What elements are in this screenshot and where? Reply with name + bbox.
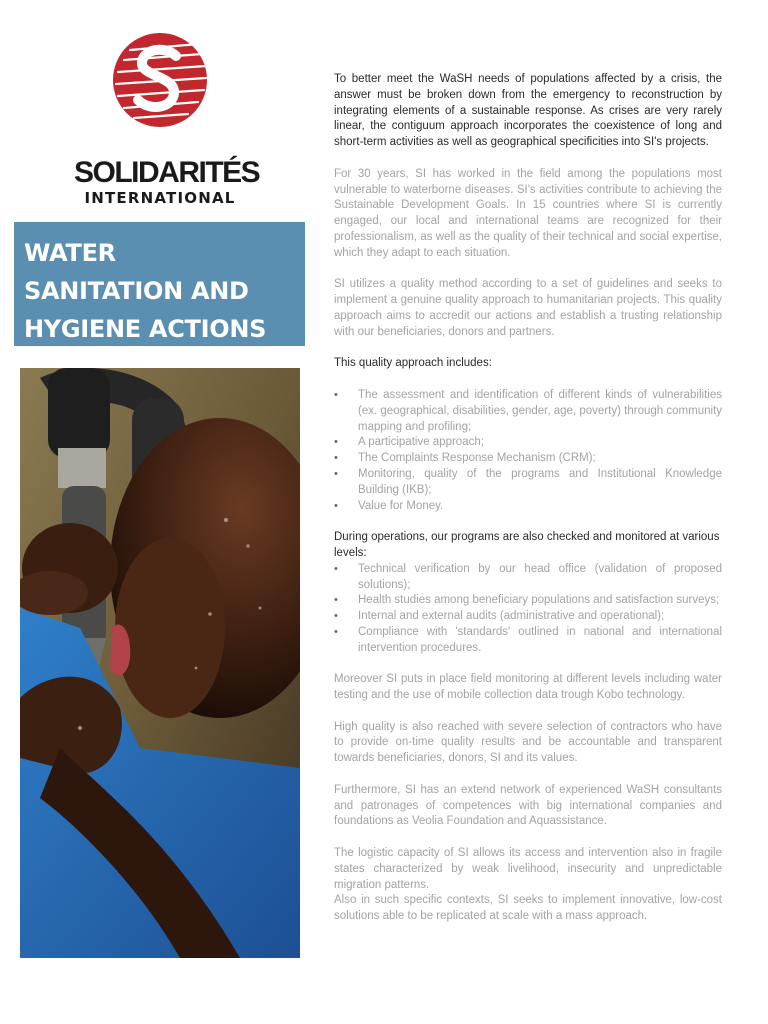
intro-paragraph: To better meet the WaSH needs of populations affected by a crisis, the answer must be broken down from the emergency to reconstruction by integrating elements of a sustainable response. As crises are very rarely linear, the contiguum approach incorporates the coexistence of long and short-term activities as well as geographical specificities into SI's projects. <box>334 73 722 149</box>
history-paragraph: For 30 years, SI has worked in the field among the populations most vulnerable to waterborne diseases. SI's activities contribute to achieving the Sustainable Development Goals. In 15 countries where SI is currently engaged, our local and international teams are recognized for their professionalism, as well as the quality of their technical and social expertise, which they adapt to each situation. <box>334 167 722 259</box>
logo-subtitle: INTERNATIONAL <box>84 189 236 207</box>
logo <box>74 30 260 207</box>
title-line: WATER <box>24 239 116 267</box>
field-monitoring-paragraph: Moreover SI puts in place field monitoring at different levels including water testing and the use of mobile collection data trough Kobo technology. <box>334 673 722 702</box>
operations-heading: During operations, our programs are also checked and monitored at various levels: <box>334 531 720 559</box>
list-item: • Health studies among beneficiary populations and satisfaction surveys; <box>334 593 722 609</box>
contractors-paragraph: High quality is also reached with severe selection of contractors who have to provide on-time quality results and be accountable and transparent towards beneficiaries, donors, SI and its values. <box>334 720 722 765</box>
list-item: • Monitoring, quality of the programs and Institutional Knowledge Building (IKB); <box>334 467 722 499</box>
quality-list <box>334 388 722 514</box>
logistics-paragraph: The logistic capacity of SI allows its access and intervention also in fragile states characterized by weak livelihood, insecurity and unpredictable migration patterns. <box>334 847 722 891</box>
list-item: • Compliance with 'standards' outlined in national and international intervention procedures. <box>334 625 722 657</box>
list-item: • Technical verification by our head office (validation of proposed solutions); <box>334 562 722 594</box>
title-line: HYGIENE ACTIONS <box>24 315 267 343</box>
innovation-paragraph: Also in such specific contexts, SI seeks to implement innovative, low-cost solutions able to be replicated at scale with a mass approach. <box>334 894 722 923</box>
body-text-column <box>334 72 722 925</box>
network-paragraph: Furthermore, SI has an extend network of experienced WaSH consultants and patronages of competences with big international companies and foundations as Veolia Foundation and Aquassistance. <box>334 783 722 828</box>
operations-list <box>334 562 722 657</box>
list-item: • A participative approach; <box>334 435 722 451</box>
list-item: • Value for Money. <box>334 499 722 515</box>
title-box <box>14 222 305 346</box>
logo-name: SOLIDARITÉS <box>74 156 260 189</box>
list-item: • Internal and external audits (administrative and operational); <box>334 609 722 625</box>
list-item: • The assessment and identification of different kinds of vulnerabilities (ex. geographical, disabilities, gender, age, poverty) through community mapping and profiling; <box>334 388 722 435</box>
quality-heading: This quality approach includes: <box>334 357 492 370</box>
photo-child-drinking-water <box>20 368 300 958</box>
logo-emblem-icon <box>110 32 210 128</box>
list-item: • The Complaints Response Mechanism (CRM); <box>334 451 722 467</box>
title-line: SANITATION AND <box>24 277 249 305</box>
quality-method-paragraph: SI utilizes a quality method according to a set of guidelines and seeks to implement a genuine quality approach to humanitarian projects. This quality approach aims to accredit our actions and establish a trusting relationship with our beneficiaries, donors and partners. <box>334 278 722 338</box>
